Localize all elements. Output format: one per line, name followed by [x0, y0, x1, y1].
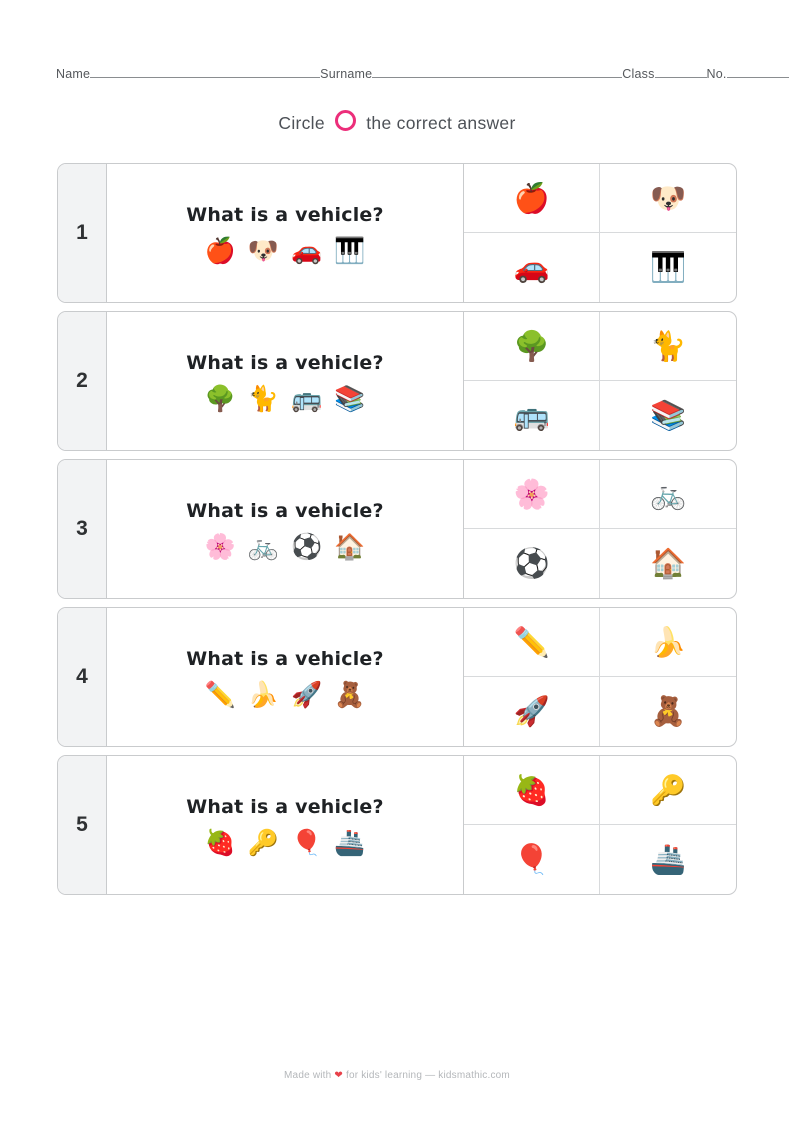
option-strawberry-icon[interactable]: 🍓: [464, 756, 600, 825]
prompt-icon-house: 🏠: [334, 531, 366, 561]
student-info-header: [56, 66, 736, 81]
option-house-icon[interactable]: 🏠: [649, 546, 687, 580]
question-body: [107, 164, 464, 302]
question-body: [107, 312, 464, 450]
prompt-icon-bicycle: 🚲: [247, 531, 279, 561]
question-row: [57, 311, 737, 451]
option-key-icon[interactable]: 🔑: [600, 756, 736, 825]
option-piano-icon[interactable]: 🎹: [649, 250, 687, 284]
answer-options: [464, 756, 736, 894]
answer-options: [464, 164, 736, 302]
class-write-line[interactable]: [655, 66, 707, 78]
footer-site-link[interactable]: kidsmathic.com: [438, 1070, 510, 1081]
footer-text-after: for kids' learning —: [345, 1070, 436, 1081]
question-sheet: [57, 163, 737, 903]
answer-options: [464, 460, 736, 598]
option-ship-icon[interactable]: 🚢: [649, 842, 687, 876]
option-dog-icon[interactable]: 🐶: [600, 164, 736, 233]
heart-icon: ❤: [334, 1070, 343, 1081]
circle-icon: [335, 110, 356, 131]
prompt-icon-car: 🚗: [291, 235, 323, 265]
question-body: [107, 608, 464, 746]
question-number: 4: [58, 608, 107, 746]
surname-field: [320, 66, 622, 81]
prompt-icon-apple: 🍎: [204, 235, 236, 265]
question-number: 1: [58, 164, 107, 302]
class-field: [622, 66, 706, 81]
instruction-line: [0, 110, 794, 134]
option-tree-icon[interactable]: 🌳: [464, 312, 600, 381]
question-body: [107, 460, 464, 598]
option-bus-icon[interactable]: 🚌: [464, 381, 600, 450]
instruction-text-after: the correct answer: [366, 113, 516, 133]
no-write-line[interactable]: [727, 66, 789, 78]
no-label: No.: [706, 67, 727, 81]
option-blossom-icon[interactable]: 🌸: [464, 460, 600, 529]
prompt-icon-banana: 🍌: [247, 679, 279, 709]
option-soccer-ball-icon[interactable]: ⚽: [464, 529, 600, 598]
option-balloon-icon[interactable]: 🎈: [464, 825, 600, 894]
question-text: What is a vehicle?: [186, 499, 384, 522]
answer-options: [464, 608, 736, 746]
name-label: Name: [56, 67, 91, 81]
surname-label: Surname: [320, 67, 373, 81]
option-bicycle-icon[interactable]: 🚲: [600, 460, 736, 529]
prompt-icon-tree: 🌳: [204, 383, 236, 413]
prompt-icon-ship: 🚢: [334, 827, 366, 857]
prompt-icon-blossom: 🌸: [204, 531, 236, 561]
option-banana-icon[interactable]: 🍌: [600, 608, 736, 677]
footer-text-before: Made with: [284, 1070, 332, 1081]
question-number: 3: [58, 460, 107, 598]
prompt-icon-strip: [204, 827, 366, 857]
question-row: [57, 459, 737, 599]
prompt-icon-cat: 🐈: [247, 383, 279, 413]
prompt-icon-bus: 🚌: [291, 383, 323, 413]
prompt-icon-strip: [204, 679, 366, 709]
prompt-icon-strawberry: 🍓: [204, 827, 236, 857]
name-field: [56, 66, 320, 81]
question-row: [57, 163, 737, 303]
prompt-icon-balloon: 🎈: [291, 827, 323, 857]
page-footer: [0, 1070, 794, 1081]
option-rocket-icon[interactable]: 🚀: [464, 677, 600, 746]
prompt-icon-piano: 🎹: [334, 235, 366, 265]
option-apple-icon[interactable]: 🍎: [464, 164, 600, 233]
option-teddy-bear-icon[interactable]: 🧸: [649, 694, 687, 728]
no-field: [707, 66, 789, 81]
prompt-icon-key: 🔑: [247, 827, 279, 857]
prompt-icon-strip: [204, 383, 366, 413]
surname-write-line[interactable]: [372, 66, 622, 78]
prompt-icon-books: 📚: [334, 383, 366, 413]
option-pencil-icon[interactable]: ✏️: [464, 608, 600, 677]
prompt-icon-dog: 🐶: [247, 235, 279, 265]
question-text: What is a vehicle?: [186, 795, 384, 818]
name-write-line[interactable]: [90, 66, 320, 78]
class-label: Class: [622, 67, 655, 81]
question-text: What is a vehicle?: [186, 351, 384, 374]
question-row: [57, 755, 737, 895]
prompt-icon-pencil: ✏️: [204, 679, 236, 709]
answer-options: [464, 312, 736, 450]
question-text: What is a vehicle?: [186, 647, 384, 670]
option-car-icon[interactable]: 🚗: [464, 233, 600, 302]
question-number: 2: [58, 312, 107, 450]
question-number: 5: [58, 756, 107, 894]
question-row: [57, 607, 737, 747]
prompt-icon-strip: [204, 531, 366, 561]
prompt-icon-strip: [204, 235, 366, 265]
prompt-icon-teddy-bear: 🧸: [334, 679, 366, 709]
prompt-icon-soccer-ball: ⚽: [291, 531, 323, 561]
prompt-icon-rocket: 🚀: [291, 679, 323, 709]
option-cat-icon[interactable]: 🐈: [600, 312, 736, 381]
option-books-icon[interactable]: 📚: [649, 398, 687, 432]
instruction-text-before: Circle: [278, 113, 325, 133]
question-text: What is a vehicle?: [186, 203, 384, 226]
question-body: [107, 756, 464, 894]
